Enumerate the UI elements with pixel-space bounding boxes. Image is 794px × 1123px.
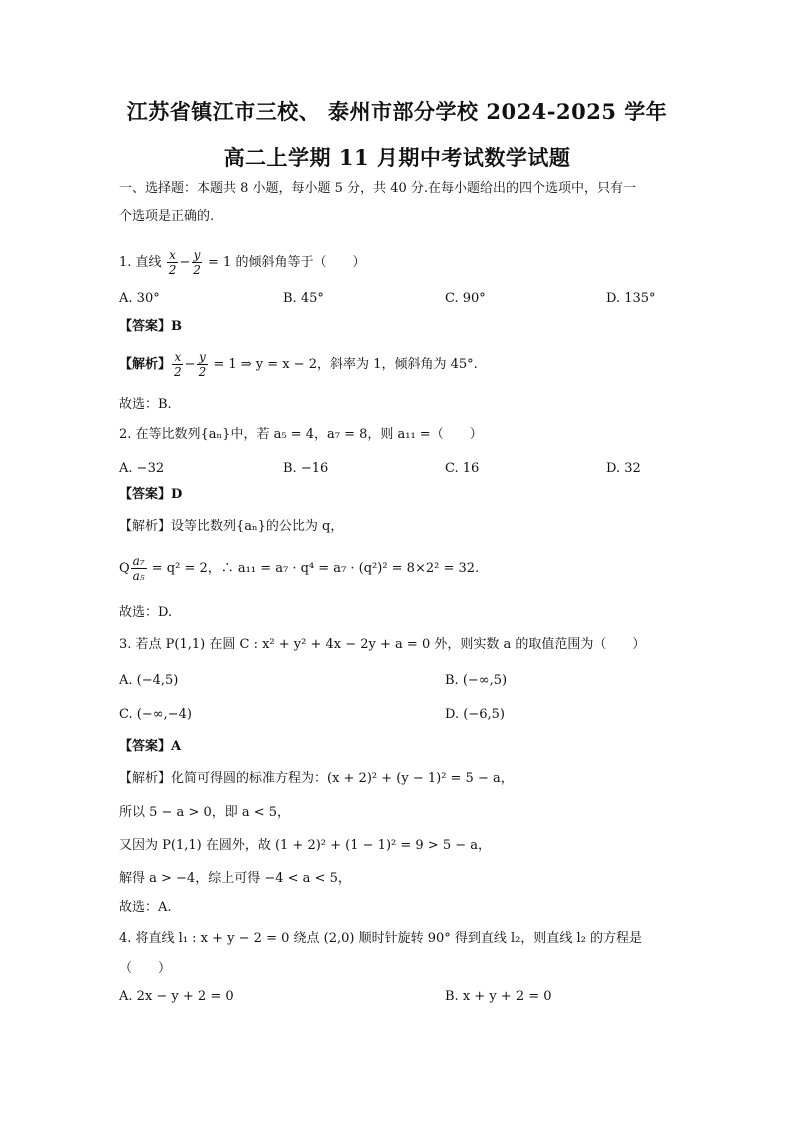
q4-stem-line-2: （ ） xyxy=(119,961,172,976)
q1-formula-rhs: = 1 xyxy=(208,255,232,270)
q1-option-d: D. 135° xyxy=(606,291,656,306)
q2-option-d: D. 32 xyxy=(606,461,641,476)
q1-fraction-x: $\frac{x}{2}$ xyxy=(168,248,177,277)
section-intro-line-1: 一、选择题：本题共 8 小题，每小题 5 分，共 40 分.在每小题给出的四个选项中，只有一 xyxy=(119,181,637,196)
q4-option-b: B. x + y + 2 = 0 xyxy=(445,989,552,1004)
title-line-1: 江苏省镇江市三校、 泰州市部分学校 2024-2025 学年 xyxy=(126,99,668,124)
q2-conclusion: 故选：D. xyxy=(119,605,173,620)
q1-conclusion: 故选：B. xyxy=(119,397,172,412)
q2-option-a: A. −32 xyxy=(119,461,165,476)
q1-answer: 【答案】B xyxy=(119,319,182,334)
q4-stem: 4. 将直线 l₁ : x + y − 2 = 0 绕点 (2,0) 顺时针旋转 90° 得到直线 l₂，则直线 l₂ 的方程是 xyxy=(119,931,643,946)
q1-stem: 1. 直线 $\frac{x}{2}$ − $\frac{y}{2}$ = 1 的倾斜角等于（ ） xyxy=(119,248,366,277)
q3-analysis-line-2: 所以 5 − a > 0，即 a < 5， xyxy=(119,805,291,820)
q3-stem: 3. 若点 P(1,1) 在圆 C : x² + y² + 4x − 2y + a = 0 外，则实数 a 的取值范围为（ ） xyxy=(119,637,646,652)
q3-answer: 【答案】A xyxy=(119,739,182,754)
q2-stem: 2. 在等比数列{aₙ}中，若 a₅ = 4，a₇ = 8，则 a₁₁ =（ ） xyxy=(119,427,483,442)
q1-fraction-y: $\frac{y}{2}$ xyxy=(193,248,201,277)
q1-stem-tail: 的倾斜角等于（ ） xyxy=(235,255,366,270)
title-line-2: 高二上学期 11 月期中考试数学试题 xyxy=(223,145,571,170)
q1-analysis: 【解析】 $\frac{x}{2}$ − $\frac{y}{2}$ = 1 ⇒ y = x − 2，斜率为 1，倾斜角为 45°. xyxy=(119,350,478,379)
q3-option-a: A. (−4,5) xyxy=(119,673,179,688)
q2-option-c: C. 16 xyxy=(445,461,480,476)
q3-analysis-line-3: 又因为 P(1,1) 在圆外，故 (1 + 2)² + (1 − 1)² = 9 > 5 − a， xyxy=(119,838,491,853)
q2-answer: 【答案】D xyxy=(119,487,183,502)
q1-option-a: A. 30° xyxy=(119,291,160,306)
q3-analysis-line-4: 解得 a > −4，综上可得 −4 < a < 5， xyxy=(119,871,351,886)
q1-option-c: C. 90° xyxy=(445,291,486,306)
q3-option-b: B. (−∞,5) xyxy=(445,673,508,688)
q2-analysis-line-2: Q $\frac{\text{a₇}}{\text{a₅}}$ = q² = 2，∴ a₁₁ = a₇ · q⁴ = a₇ · (q²)² = 8×2² = 32. xyxy=(119,554,480,583)
q1-option-b: B. 45° xyxy=(283,291,324,306)
section-intro-line-2: 个选项是正确的. xyxy=(119,209,215,224)
q4-option-a: A. 2x − y + 2 = 0 xyxy=(119,989,234,1004)
q2-option-b: B. −16 xyxy=(283,461,329,476)
q3-option-c: C. (−∞,−4) xyxy=(119,707,192,722)
q3-analysis-line-1: 【解析】化简可得圆的标准方程为：(x + 2)² + (y − 1)² = 5 − a， xyxy=(119,771,514,786)
q3-option-d: D. (−6,5) xyxy=(445,707,505,722)
q1-number: 1. 直线 xyxy=(119,255,162,270)
q2-analysis-line-1: 【解析】设等比数列{aₙ}的公比为 q， xyxy=(119,519,344,534)
q3-conclusion: 故选：A. xyxy=(119,900,172,915)
